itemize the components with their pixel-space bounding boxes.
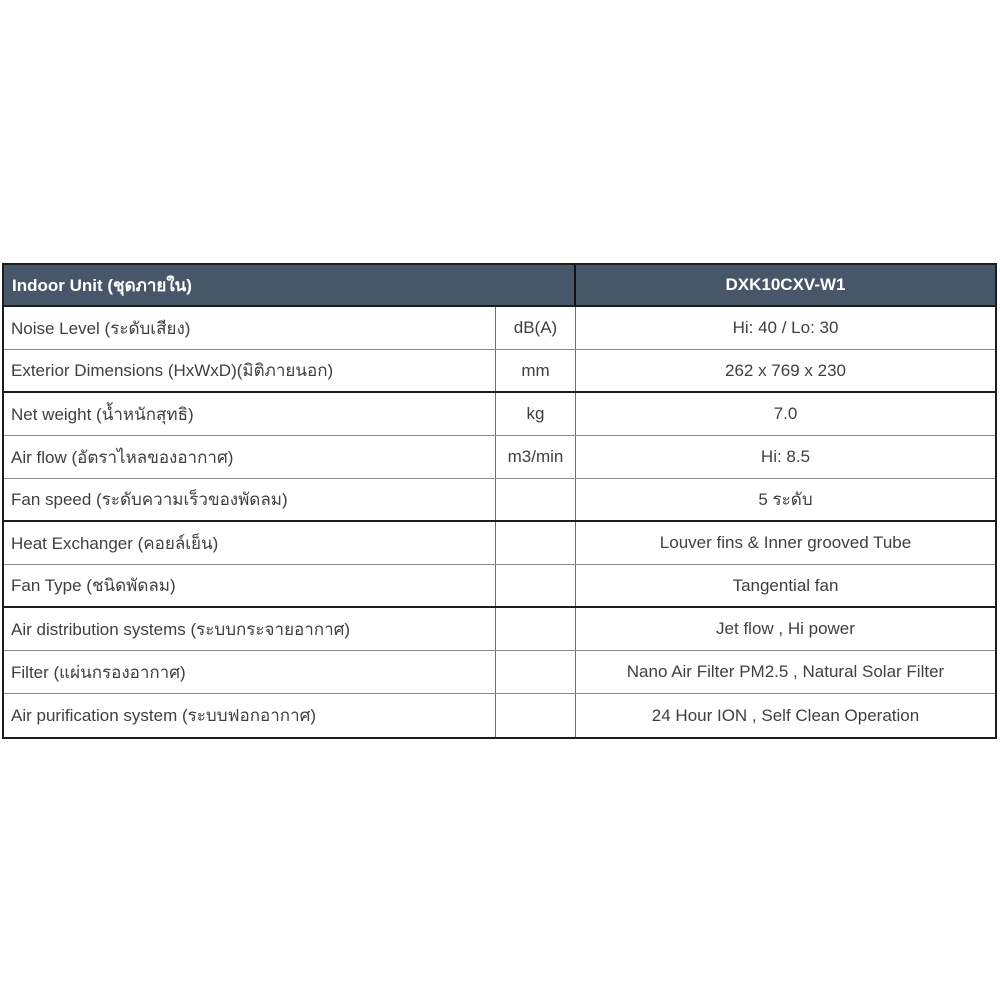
spec-unit <box>496 522 576 564</box>
table-row <box>4 651 995 694</box>
table-header-row <box>4 265 995 307</box>
spec-value: 5 ระดับ <box>758 490 813 509</box>
header-title: Indoor Unit (ชุดภายใน) <box>4 265 576 305</box>
spec-unit <box>496 608 576 650</box>
spec-unit <box>496 651 576 693</box>
spec-label: Air flow (อัตราไหลของอากาศ) <box>4 436 496 478</box>
spec-label: Air purification system (ระบบฟอกอากาศ) <box>4 694 496 737</box>
spec-label: Heat Exchanger (คอยล์เย็น) <box>4 522 496 564</box>
spec-label: Fan speed (ระดับความเร็วของพัดลม) <box>4 479 496 520</box>
table-row <box>4 608 995 651</box>
spec-unit: kg <box>496 393 576 435</box>
table-row <box>4 479 995 522</box>
table-row <box>4 393 995 436</box>
spec-value: Louver fins & Inner grooved Tube <box>659 533 912 552</box>
spec-unit: m3/min <box>496 436 576 478</box>
indoor-unit-spec-table <box>2 263 997 739</box>
spec-label: Filter (แผ่นกรองอากาศ) <box>4 651 496 693</box>
spec-value: 7.0 <box>773 404 798 423</box>
spec-unit: dB(A) <box>496 307 576 349</box>
table-row <box>4 565 995 608</box>
spec-value: 24 Hour ION , Self Clean Operation <box>651 705 920 725</box>
spec-value: Nano Air Filter PM2.5 , Natural Solar Filter <box>626 662 945 681</box>
spec-unit: mm <box>496 350 576 391</box>
spec-value: Hi: 8.5 <box>760 447 811 466</box>
spec-label: Noise Level (ระดับเสียง) <box>4 307 496 349</box>
table-row <box>4 694 995 737</box>
spec-unit <box>496 479 576 520</box>
spec-value: Tangential fan <box>732 575 839 595</box>
spec-label: Net weight (น้ำหนักสุทธิ) <box>4 393 496 435</box>
table-row <box>4 436 995 479</box>
table-row <box>4 307 995 350</box>
spec-value: 262 x 769 x 230 <box>725 360 846 380</box>
spec-value: Hi: 40 / Lo: 30 <box>732 318 839 337</box>
spec-label: Exterior Dimensions (HxWxD)(มิติภายนอก) <box>4 350 496 391</box>
header-model: DXK10CXV-W1 <box>725 275 846 294</box>
table-row <box>4 522 995 565</box>
spec-label: Fan Type (ชนิดพัดลม) <box>4 565 496 606</box>
spec-value: Jet flow , Hi power <box>716 619 855 638</box>
table-row <box>4 350 995 393</box>
spec-unit <box>496 565 576 606</box>
spec-unit <box>496 694 576 737</box>
spec-label: Air distribution systems (ระบบกระจายอากาศ) <box>4 608 496 650</box>
